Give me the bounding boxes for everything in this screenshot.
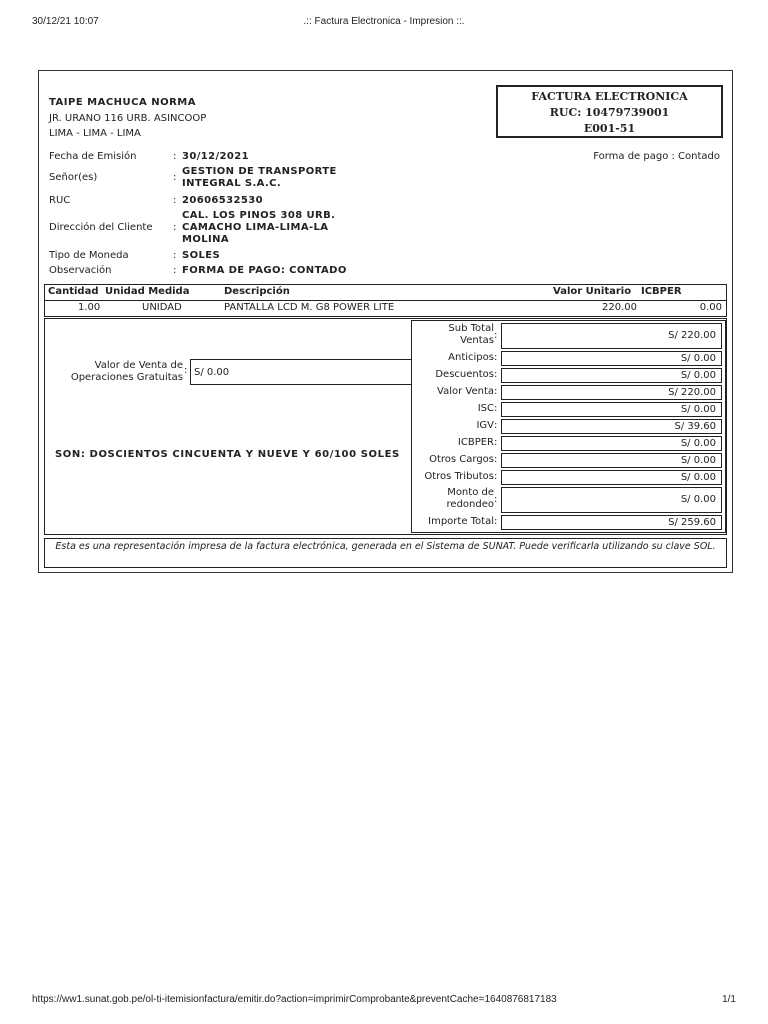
col-header-descripcion: Descripción [224,286,290,297]
items-header-row [45,285,726,301]
total-colon: : [494,516,498,527]
total-value: S/ 0.00 [501,470,722,485]
field-colon: : [173,195,177,206]
total-label: Otros Tributos [424,471,494,482]
total-colon: : [494,330,498,341]
field-colon: : [173,250,177,261]
sunat-disclaimer: Esta es una representación impresa de la factura electrónica, generada en el Sistema de SUNAT. Puede verificarla utilizando su clave SOL. [44,538,727,568]
total-row-redondeo [412,487,725,513]
total-value: S/ 0.00 [501,487,722,513]
issuer-ruc: RUC: 10479739001 [549,106,670,119]
total-label: Valor Venta [437,386,494,397]
items-table [44,284,727,317]
field-label-moneda: Tipo de Moneda [49,250,129,261]
gratuitas-colon: : [184,365,188,376]
total-colon: : [494,471,498,482]
total-colon: : [494,454,498,465]
total-label: Otros Cargos [429,454,494,465]
total-label: IGV [476,420,494,431]
total-colon: : [494,386,498,397]
field-value-ruc: 20606532530 [182,195,263,206]
col-header-valor-unitario: Valor Unitario [553,286,632,297]
document-type: FACTURA ELECTRONICA [531,90,688,103]
issuer-address-line1: JR. URANO 116 URB. ASINCOOP [49,113,207,124]
total-row-valor-venta [412,385,725,400]
total-row-otros-tributos [412,470,725,485]
total-row-icbper [412,436,725,451]
cell-cantidad: 1.00 [78,302,101,313]
total-value: S/ 220.00 [501,323,722,349]
document-number: E001-51 [583,122,636,135]
col-header-icbper: ICBPER [641,286,682,297]
total-colon: : [494,494,498,505]
total-value: S/ 39.60 [501,419,722,434]
total-colon: : [494,369,498,380]
total-row-otros-cargos [412,453,725,468]
cell-descripcion: PANTALLA LCD M. G8 POWER LITE [224,302,395,313]
total-value: S/ 220.00 [501,385,722,400]
total-value: S/ 0.00 [501,351,722,366]
field-value-fecha: 30/12/2021 [182,151,249,162]
total-row-subtotal [412,323,725,349]
total-value: S/ 0.00 [501,436,722,451]
cell-unidad: UNIDAD [142,302,182,313]
total-value: S/ 0.00 [501,453,722,468]
print-footer [32,994,736,1005]
total-label: ISC [477,403,494,414]
total-value: S/ 0.00 [501,368,722,383]
total-value: S/ 259.60 [501,515,722,530]
total-colon: : [494,403,498,414]
issuer-name: TAIPE MACHUCA NORMA [49,97,196,108]
total-row-igv [412,419,725,434]
total-colon: : [494,420,498,431]
field-label-observacion: Observación [49,265,112,276]
total-label: Monto de redondeo [446,487,494,510]
total-label: Sub Total Ventas [448,323,494,346]
field-colon: : [173,222,177,233]
total-value: S/ 0.00 [501,402,722,417]
field-label-direccion: Dirección del Cliente [49,222,153,233]
total-label: ICBPER [457,437,494,448]
forma-de-pago: Forma de pago : Contado [593,151,720,162]
field-value-observacion: FORMA DE PAGO: CONTADO [182,265,347,276]
cell-valor-unitario: 220.00 [602,302,637,313]
total-label: Anticipos [448,352,494,363]
cell-icbper: 0.00 [699,302,722,313]
total-colon: : [494,352,498,363]
summary-section [44,318,727,535]
field-label-senor: Señor(es) [49,172,98,183]
gratuitas-label: Valor de Venta de Operaciones Gratuitas [70,360,183,383]
issuer-address-line2: LIMA - LIMA - LIMA [49,128,141,139]
total-label: Importe Total [428,516,494,527]
print-page-title: .:: Factura Electronica - Impresion ::. [303,16,465,27]
col-header-cantidad: Cantidad [48,286,99,297]
table-row [45,301,726,316]
print-page-number: 1/1 [722,994,736,1005]
amount-in-words: SON: DOSCIENTOS CINCUENTA Y NUEVE Y 60/100 SOLES [55,449,400,460]
total-row-isc [412,402,725,417]
total-label: Descuentos [435,369,494,380]
field-label-ruc: RUC [49,195,71,206]
total-row-importe-total [412,515,725,530]
field-label-fecha: Fecha de Emisión [49,151,137,162]
field-value-direccion: CAL. LOS PINOS 308 URB. CAMACHO LIMA-LIMA-LA MOLINA [182,210,336,245]
field-value-moneda: SOLES [182,250,221,261]
col-header-unidad: Unidad Medida [105,286,190,297]
field-colon: : [173,265,177,276]
field-colon: : [173,151,177,162]
document-id-box [496,85,723,138]
invoice-document [38,70,733,573]
total-row-descuentos [412,368,725,383]
gratuitas-value: S/ 0.00 [190,359,412,385]
totals-panel [411,320,726,533]
print-datetime: 30/12/21 10:07 [32,16,99,27]
total-colon: : [494,437,498,448]
field-value-senor: GESTION DE TRANSPORTE INTEGRAL S.A.C. [182,166,337,189]
total-row-anticipos [412,351,725,366]
field-colon: : [173,172,177,183]
print-url: https://ww1.sunat.gob.pe/ol-ti-itemisionfactura/emitir.do?action=imprimirComprobante&preventCache=1640876817183 [32,994,557,1005]
